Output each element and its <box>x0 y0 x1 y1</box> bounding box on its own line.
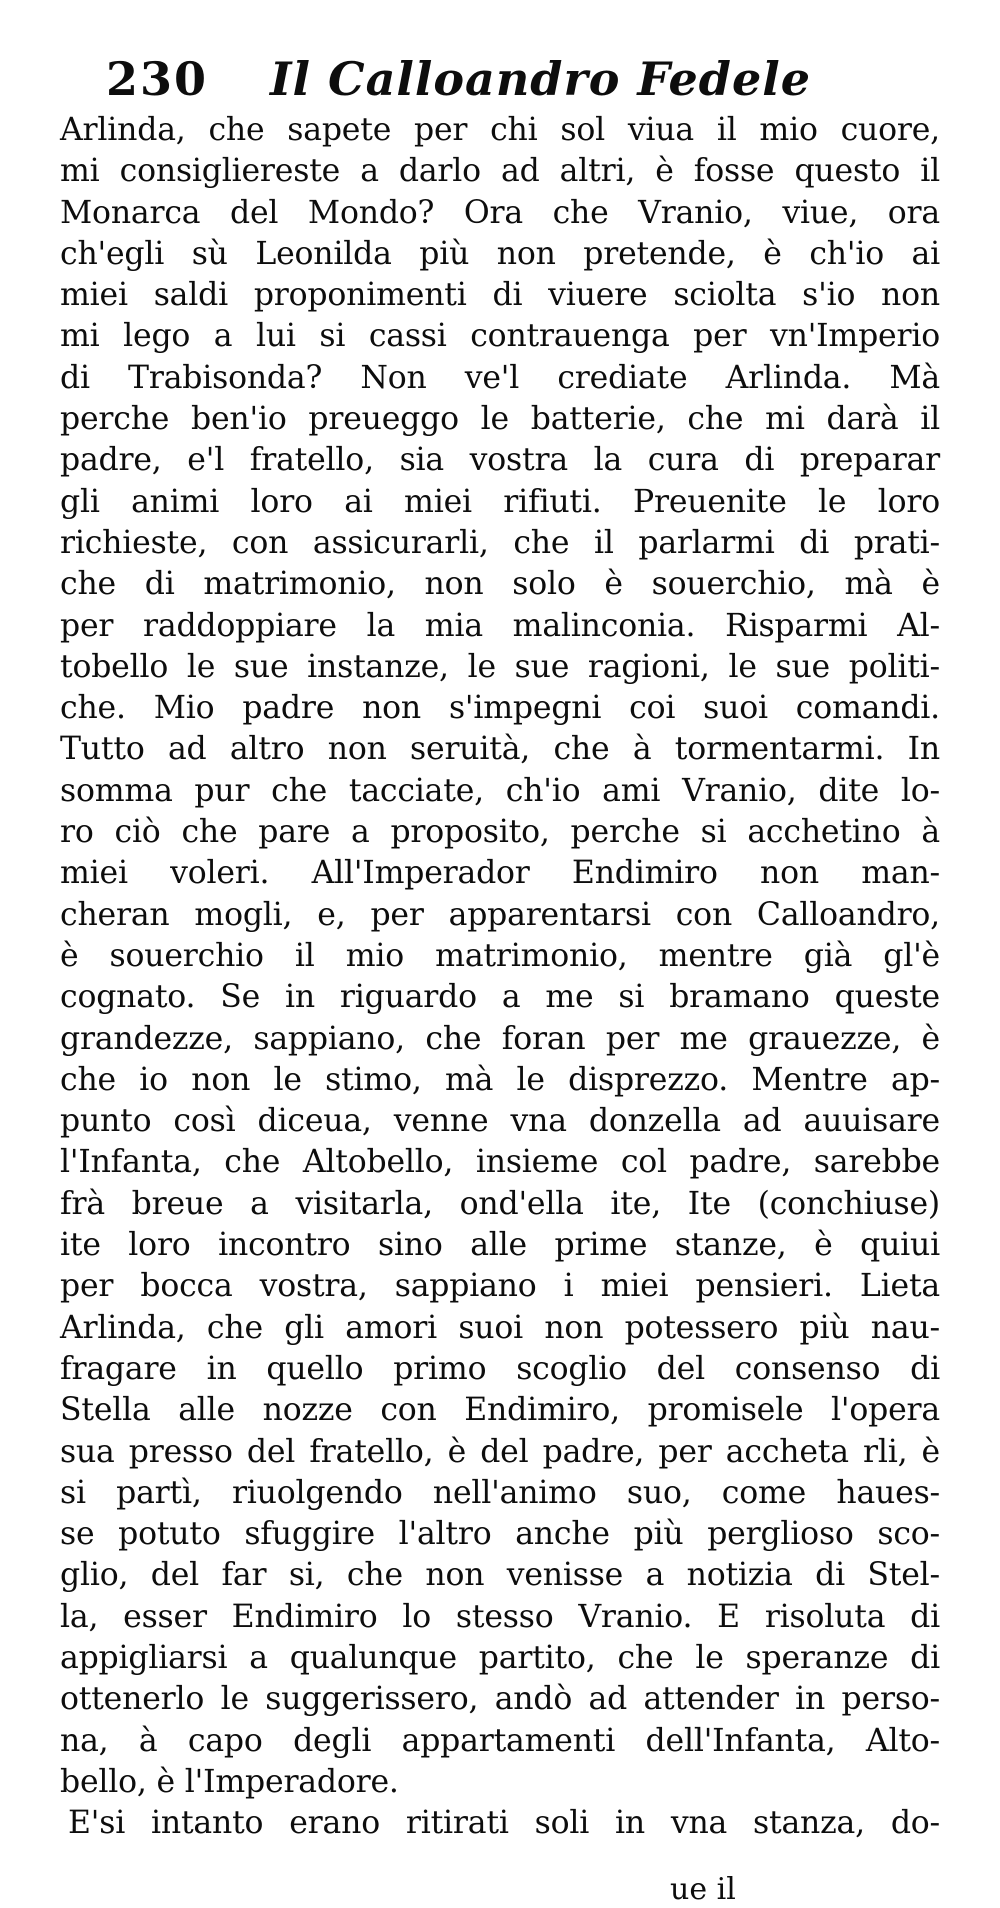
text-line: per bocca vostra, sappiano i miei pensieri. Lieta <box>60 1268 940 1305</box>
text-line: l'Infanta, che Altobello, insieme col padre, sarebbe <box>60 1144 940 1181</box>
text-line: richieste, con assicurarli, che il parlarmi di prati- <box>60 524 940 561</box>
text-line: Monarca del Mondo? Ora che Vranio, viue, ora <box>60 194 940 231</box>
book-page <box>60 48 940 1844</box>
running-title: Il Calloandro Fedele <box>270 52 811 106</box>
text-line: Arlinda, che gli amori suoi non potessero più nau- <box>60 1309 940 1346</box>
text-line: fragare in quello primo scoglio del consenso di <box>60 1350 940 1387</box>
text-line: na, à capo degli appartamenti dell'Infanta, Alto- <box>60 1722 940 1759</box>
text-line: grandezze, sappiano, che foran per me grauezze, è <box>60 1020 940 1057</box>
text-line: che di matrimonio, non solo è souerchio, mà è <box>60 566 940 603</box>
text-line: ottenerlo le suggerissero, andò ad attender in perso- <box>60 1681 940 1718</box>
body-text <box>60 110 940 1844</box>
text-line: cognato. Se in riguardo a me si bramano queste <box>60 979 940 1016</box>
text-line: che io non le stimo, mà le disprezzo. Mentre ap- <box>60 1061 940 1098</box>
text-line: Arlinda, che sapete per chi sol viua il mio cuore, <box>60 112 940 148</box>
text-line: gli animi loro ai miei rifiuti. Preuenite le loro <box>60 483 940 520</box>
catchword: ue il <box>670 1872 736 1907</box>
text-line: è souerchio il mio matrimonio, mentre già gl'è <box>60 937 940 974</box>
text-line: Tutto ad altro non seruità, che à tormentarmi. In <box>60 731 940 768</box>
text-line: ite loro incontro sino alle prime stanze, è quiui <box>60 1227 940 1264</box>
text-line: miei voleri. All'Imperador Endimiro non man- <box>60 855 940 892</box>
text-line-paragraph-end: bello, è l'Imperadore. <box>60 1763 399 1800</box>
text-line: ch'egli sù Leonilda più non pretende, è ch'io ai <box>60 235 940 272</box>
text-line: punto così diceua, venne vna donzella ad auuisare <box>60 1103 940 1140</box>
text-line: la, esser Endimiro lo stesso Vranio. E risoluta di <box>60 1598 940 1635</box>
text-line: mi consigliereste a darlo ad altri, è fosse questo il <box>60 153 940 190</box>
text-line: mi lego a lui si cassi contrauenga per vn'Imperio <box>60 318 940 355</box>
text-line: frà breue a visitarla, ond'ella ite, Ite (conchiuse) <box>60 1185 940 1222</box>
text-line: somma pur che tacciate, ch'io ami Vranio, dite lo- <box>60 772 940 809</box>
text-line: glio, del far si, che non venisse a notizia di Stel- <box>60 1557 940 1594</box>
text-line: padre, e'l fratello, sia vostra la cura di preparar <box>60 442 940 479</box>
running-head <box>60 48 940 110</box>
text-line: miei saldi proponimenti di viuere sciolta s'io non <box>60 277 940 314</box>
text-line: tobello le sue instanze, le sue ragioni, le sue politi- <box>60 648 940 685</box>
text-line: se potuto sfuggire l'altro anche più perglioso sco- <box>60 1516 940 1553</box>
text-line-paragraph-start: E'si intanto erano ritirati soli in vna stanza, do- <box>68 1805 940 1842</box>
text-line: sua presso del fratello, è del padre, per accheta rli, è <box>60 1433 940 1470</box>
text-line: cheran mogli, e, per apparentarsi con Calloandro, <box>60 896 940 933</box>
text-line: di Trabisonda? Non ve'l crediate Arlinda. Mà <box>60 359 940 396</box>
text-line: appigliarsi a qualunque partito, che le speranze di <box>60 1639 940 1676</box>
page-number: 230 <box>106 52 209 106</box>
text-line: che. Mio padre non s'impegni coi suoi comandi. <box>60 690 940 727</box>
text-line: si partì, riuolgendo nell'animo suo, come haues- <box>60 1474 940 1511</box>
text-line: Stella alle nozze con Endimiro, promisele l'opera <box>60 1392 940 1429</box>
text-line: per raddoppiare la mia malinconia. Risparmi Al- <box>60 607 940 644</box>
text-line: perche ben'io preueggo le batterie, che mi darà il <box>60 401 940 438</box>
text-line: ro ciò che pare a proposito, perche si acchetino à <box>60 814 940 851</box>
